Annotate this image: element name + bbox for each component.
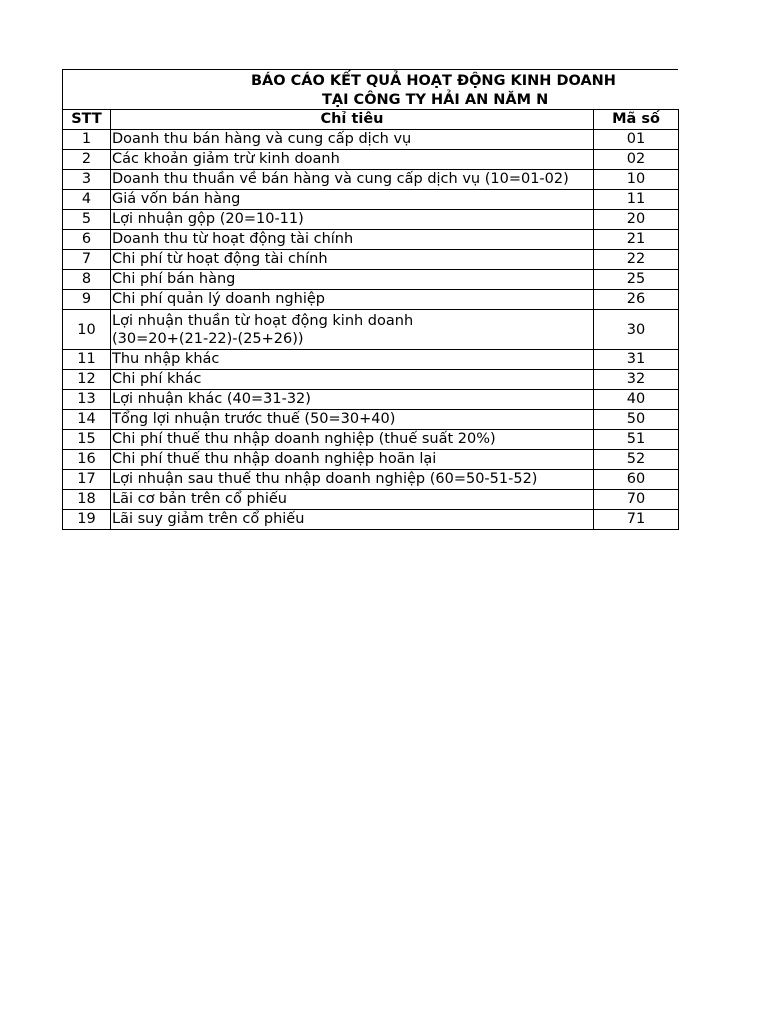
row-name: Lợi nhuận gộp (20=10-11) bbox=[111, 210, 594, 230]
table-row bbox=[63, 410, 679, 430]
row-code: 51 bbox=[594, 430, 679, 450]
row-code: 30 bbox=[594, 310, 679, 350]
income-statement-table bbox=[62, 109, 679, 530]
row-name: Tổng lợi nhuận trước thuế (50=30+40) bbox=[111, 410, 594, 430]
table-row bbox=[63, 450, 679, 470]
row-code: 32 bbox=[594, 370, 679, 390]
row-stt: 1 bbox=[63, 130, 111, 150]
row-code: 01 bbox=[594, 130, 679, 150]
table-row bbox=[63, 350, 679, 370]
row-name: Doanh thu từ hoạt động tài chính bbox=[111, 230, 594, 250]
row-name: Doanh thu thuần về bán hàng và cung cấp dịch vụ (10=01-02) bbox=[111, 170, 594, 190]
row-name: Chi phí từ hoạt động tài chính bbox=[111, 250, 594, 270]
row-code: 50 bbox=[594, 410, 679, 430]
row-code: 20 bbox=[594, 210, 679, 230]
table-row bbox=[63, 430, 679, 450]
row-name: Chi phí thuế thu nhập doanh nghiệp (thuế suất 20%) bbox=[111, 430, 594, 450]
row-code: 40 bbox=[594, 390, 679, 410]
row-code: 02 bbox=[594, 150, 679, 170]
row-stt: 14 bbox=[63, 410, 111, 430]
row-code: 52 bbox=[594, 450, 679, 470]
row-code: 11 bbox=[594, 190, 679, 210]
row-stt: 15 bbox=[63, 430, 111, 450]
table-row bbox=[63, 370, 679, 390]
row-stt: 8 bbox=[63, 270, 111, 290]
row-code: 25 bbox=[594, 270, 679, 290]
row-stt: 11 bbox=[63, 350, 111, 370]
table-row bbox=[63, 290, 679, 310]
row-code: 31 bbox=[594, 350, 679, 370]
row-name: Lợi nhuận khác (40=31-32) bbox=[111, 390, 594, 410]
table-row bbox=[63, 270, 679, 290]
table-row bbox=[63, 390, 679, 410]
row-stt: 7 bbox=[63, 250, 111, 270]
table-row bbox=[63, 310, 679, 350]
row-stt: 17 bbox=[63, 470, 111, 490]
row-code: 26 bbox=[594, 290, 679, 310]
row-name: Chi phí thuế thu nhập doanh nghiệp hoãn lại bbox=[111, 450, 594, 470]
row-stt: 2 bbox=[63, 150, 111, 170]
report-title-line-1: BÁO CÁO KẾT QUẢ HOẠT ĐỘNG KINH DOANH bbox=[251, 73, 616, 89]
row-stt: 18 bbox=[63, 490, 111, 510]
row-name: Giá vốn bán hàng bbox=[111, 190, 594, 210]
row-stt: 3 bbox=[63, 170, 111, 190]
row-stt: 10 bbox=[63, 310, 111, 350]
row-name: Chi phí bán hàng bbox=[111, 270, 594, 290]
row-code: 10 bbox=[594, 170, 679, 190]
table-row bbox=[63, 470, 679, 490]
table-row bbox=[63, 130, 679, 150]
row-name: Lợi nhuận sau thuế thu nhập doanh nghiệp (60=50-51-52) bbox=[111, 470, 594, 490]
row-name-line-1: Lợi nhuận thuần từ hoạt động kinh doanh bbox=[112, 312, 414, 329]
table-row bbox=[63, 490, 679, 510]
row-name: Lãi suy giảm trên cổ phiếu bbox=[111, 510, 594, 530]
row-stt: 16 bbox=[63, 450, 111, 470]
row-name: Thu nhập khác bbox=[111, 350, 594, 370]
report-title-block bbox=[62, 69, 678, 109]
row-name: Chi phí khác bbox=[111, 370, 594, 390]
row-stt: 19 bbox=[63, 510, 111, 530]
row-stt: 5 bbox=[63, 210, 111, 230]
row-code: 21 bbox=[594, 230, 679, 250]
row-code: 71 bbox=[594, 510, 679, 530]
row-stt: 6 bbox=[63, 230, 111, 250]
header-name: Chỉ tiêu bbox=[111, 110, 594, 130]
table-row bbox=[63, 510, 679, 530]
row-stt: 4 bbox=[63, 190, 111, 210]
table-row bbox=[63, 230, 679, 250]
table-row bbox=[63, 210, 679, 230]
row-code: 22 bbox=[594, 250, 679, 270]
row-stt: 13 bbox=[63, 390, 111, 410]
row-name: Chi phí quản lý doanh nghiệp bbox=[111, 290, 594, 310]
row-stt: 9 bbox=[63, 290, 111, 310]
row-name bbox=[111, 310, 594, 350]
table-row bbox=[63, 170, 679, 190]
table-row bbox=[63, 250, 679, 270]
row-name: Các khoản giảm trừ kinh doanh bbox=[111, 150, 594, 170]
header-stt: STT bbox=[63, 110, 111, 130]
row-name: Doanh thu bán hàng và cung cấp dịch vụ bbox=[111, 130, 594, 150]
row-name: Lãi cơ bản trên cổ phiếu bbox=[111, 490, 594, 510]
report-title-line-2: TẠI CÔNG TY HẢI AN NĂM N bbox=[322, 92, 549, 108]
header-code: Mã số bbox=[594, 110, 679, 130]
row-stt: 12 bbox=[63, 370, 111, 390]
row-name-line-2: (30=20+(21-22)-(25+26)) bbox=[112, 330, 304, 347]
row-code: 60 bbox=[594, 470, 679, 490]
row-code: 70 bbox=[594, 490, 679, 510]
table-row bbox=[63, 190, 679, 210]
table-header-row bbox=[63, 110, 679, 130]
report-sheet bbox=[62, 69, 678, 530]
table-row bbox=[63, 150, 679, 170]
